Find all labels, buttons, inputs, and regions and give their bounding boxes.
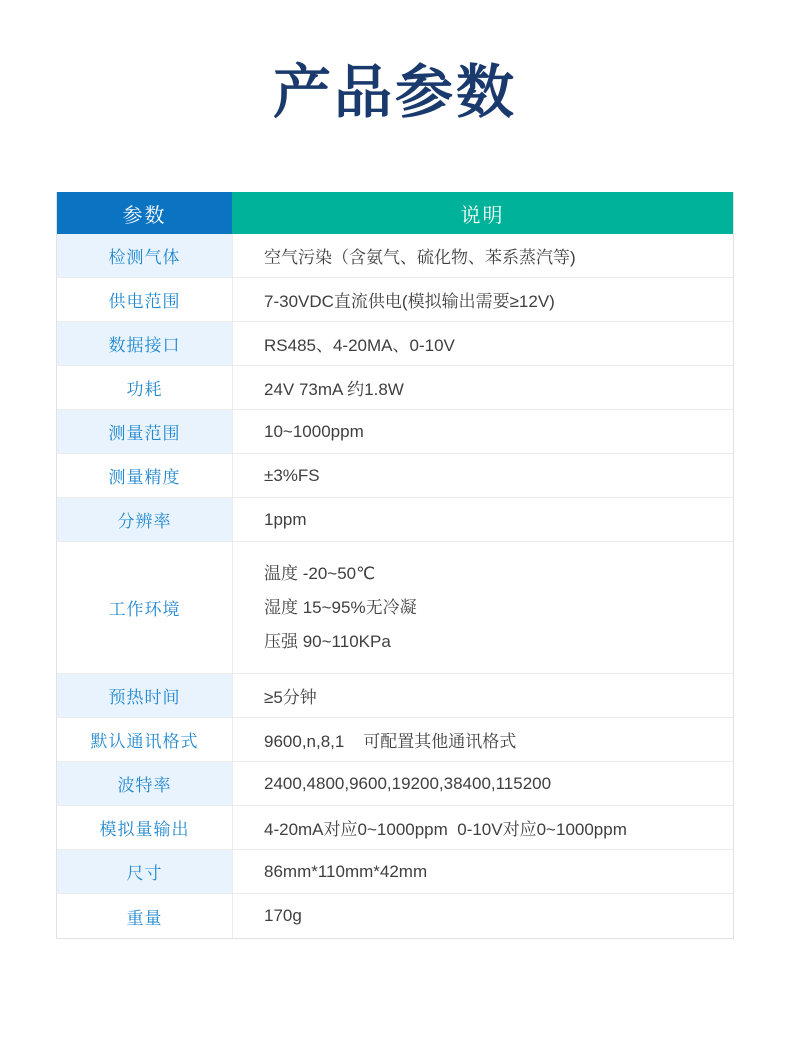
desc-cell: ±3%FS <box>232 454 733 497</box>
desc-cell: 1ppm <box>232 498 733 541</box>
param-cell: 工作环境 <box>57 542 232 673</box>
desc-cell: 9600,n,8,1 可配置其他通讯格式 <box>232 718 733 761</box>
param-cell: 预热时间 <box>57 674 232 717</box>
desc-cell <box>232 542 733 673</box>
desc-cell: 24V 73mA 约1.8W <box>232 366 733 409</box>
desc-cell: 10~1000ppm <box>232 410 733 453</box>
table-header-row <box>57 192 733 234</box>
header-cell-parameter: 参数 <box>57 192 232 234</box>
desc-cell: RS485、4-20MA、0-10V <box>232 322 733 365</box>
desc-line-temperature: 温度 -20~50℃ <box>264 563 376 583</box>
desc-line-pressure: 压强 90~110KPa <box>264 632 391 652</box>
table-row <box>57 718 733 762</box>
param-cell: 默认通讯格式 <box>57 718 232 761</box>
spec-table <box>56 192 734 939</box>
header-cell-description: 说明 <box>232 192 733 234</box>
table-row <box>57 278 733 322</box>
desc-cell: 4-20mA对应0~1000ppm 0-10V对应0~1000ppm <box>232 806 733 849</box>
param-cell: 波特率 <box>57 762 232 805</box>
table-row <box>57 322 733 366</box>
table-row <box>57 454 733 498</box>
desc-cell: 86mm*110mm*42mm <box>232 850 733 893</box>
table-row <box>57 410 733 454</box>
table-row <box>57 806 733 850</box>
param-cell: 重量 <box>57 894 232 938</box>
table-row <box>57 234 733 278</box>
desc-cell: 7-30VDC直流供电(模拟输出需要≥12V) <box>232 278 733 321</box>
table-row <box>57 674 733 718</box>
table-body <box>57 234 733 938</box>
table-row <box>57 366 733 410</box>
table-row <box>57 498 733 542</box>
param-cell: 检测气体 <box>57 234 232 277</box>
page-title: 产品参数 <box>272 60 517 125</box>
table-row <box>57 894 733 938</box>
param-cell: 分辨率 <box>57 498 232 541</box>
desc-cell: ≥5分钟 <box>232 674 733 717</box>
param-cell: 测量精度 <box>57 454 232 497</box>
param-cell: 测量范围 <box>57 410 232 453</box>
param-cell: 功耗 <box>57 366 232 409</box>
param-cell: 数据接口 <box>57 322 232 365</box>
product-spec-page <box>0 55 790 1049</box>
desc-line-humidity: 湿度 15~95%无冷凝 <box>264 597 417 617</box>
param-cell: 尺寸 <box>57 850 232 893</box>
desc-cell: 空气污染（含氨气、硫化物、苯系蒸汽等) <box>232 234 733 277</box>
param-cell: 供电范围 <box>57 278 232 321</box>
table-row-working-environment <box>57 542 733 674</box>
table-row <box>57 762 733 806</box>
desc-cell: 2400,4800,9600,19200,38400,115200 <box>232 762 733 805</box>
desc-cell: 170g <box>232 894 733 938</box>
table-row <box>57 850 733 894</box>
param-cell: 模拟量输出 <box>57 806 232 849</box>
